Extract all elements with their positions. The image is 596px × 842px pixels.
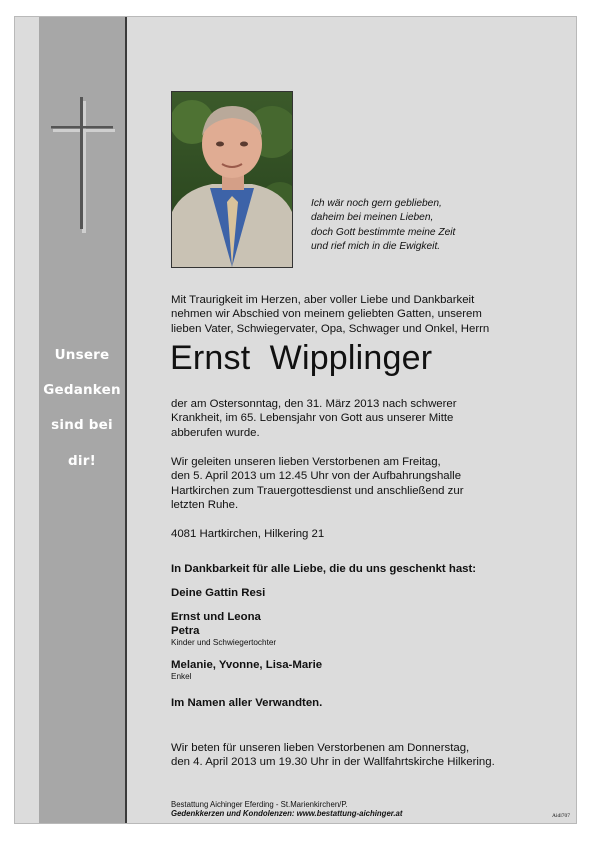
document-stamp: Aidl707 <box>552 813 571 819</box>
children-caption: Kinder und Schwiegertochter <box>171 638 277 647</box>
intro-paragraph: Mit Traurigkeit im Herzen, aber voller Liebe und Dankbarkeit nehmen wir Abschied von meinem geliebten Gatten, unserem lieben Vater, Schwiegervater, Opa, Schwager und Onkel, Herrn <box>171 294 490 335</box>
side-text-line-4: dir! <box>68 453 96 469</box>
address: 4081 Hartkirchen, Hilkering 21 <box>171 528 325 540</box>
children-line-1: Ernst und Leona <box>171 611 261 623</box>
prayer-paragraph: Wir beten für unseren lieben Verstorbenen am Donnerstag, den 4. April 2013 um 19.30 Uhr in der Wallfahrtskirche Hilkering. <box>171 742 495 769</box>
relatives-line: Im Namen aller Verwandten. <box>171 697 323 709</box>
divider-line <box>125 17 127 823</box>
verse: Ich wär noch gern geblieben, daheim bei meinen Lieben, doch Gott bestimmte meine Zeit und rief mich in die Ewigkeit. <box>311 198 456 252</box>
thanks-heading: In Dankbarkeit für alle Liebe, die du uns geschenkt hast: <box>171 563 477 575</box>
grandchildren-names: Melanie, Yvonne, Lisa-Marie <box>171 659 323 671</box>
children-line-2: Petra <box>171 625 200 637</box>
side-text-line-3: sind bei <box>51 417 113 433</box>
deceased-name: Ernst Wipplinger <box>170 339 433 377</box>
funeral-paragraph: Wir geleiten unseren lieben Verstorbenen am Freitag, den 5. April 2013 um 12.45 Uhr von der Aufbahrungshalle Hartkirchen zum Trauergottesdienst und anschließend zur letzten Ruhe. <box>171 456 464 511</box>
death-notice-paragraph: der am Ostersonntag, den 31. März 2013 nach schwerer Krankheit, im 65. Lebensjahr von Gott aus unserer Mitte abberufen wurde. <box>171 398 457 439</box>
wife-name: Deine Gattin Resi <box>171 587 266 599</box>
cross-icon <box>51 97 115 237</box>
side-text-line-2: Gedanken <box>43 382 121 398</box>
obituary-card <box>14 16 577 824</box>
side-text-line-1: Unsere <box>54 347 110 363</box>
footer-condolences: Gedenkkerzen und Kondolenzen: www.bestattung-aichinger.at <box>171 809 403 818</box>
footer-funeral-home: Bestattung Aichinger Eferding - St.Marienkirchen/P. <box>171 800 348 809</box>
grandchildren-caption: Enkel <box>171 672 192 681</box>
portrait-photo <box>171 91 293 268</box>
